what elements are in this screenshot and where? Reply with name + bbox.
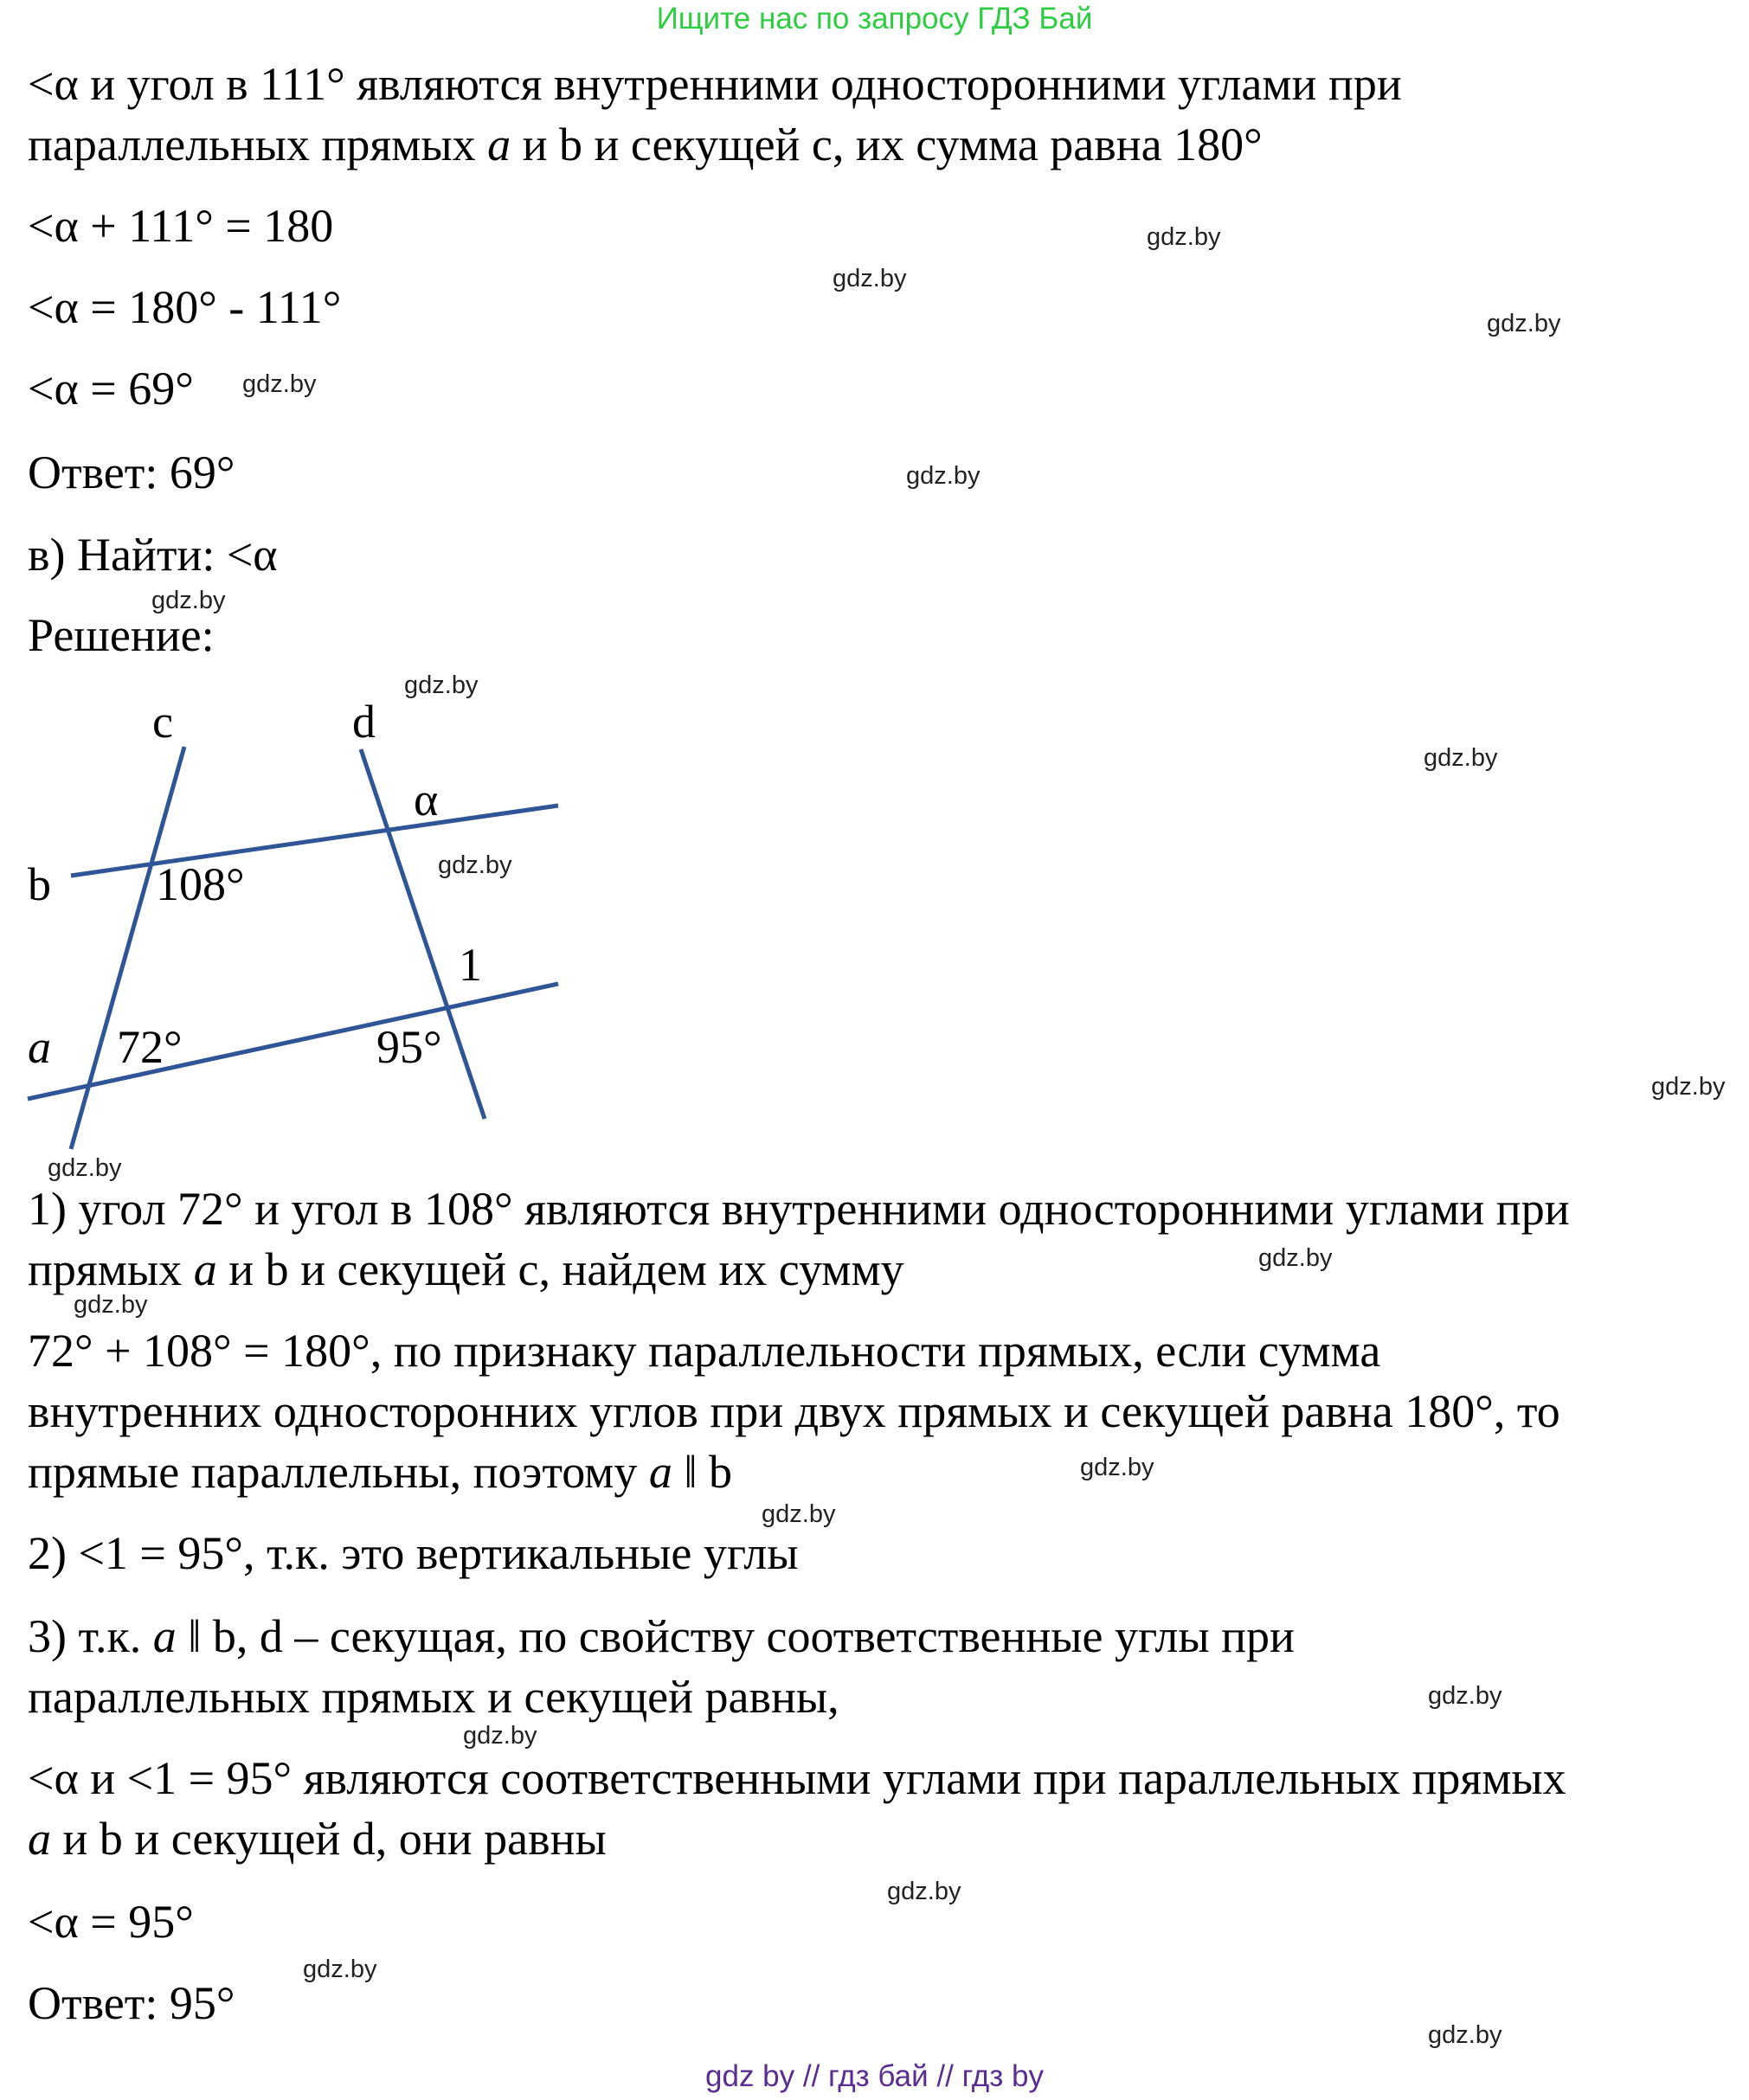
task-heading: в) Найти: <α <box>28 529 278 581</box>
line-a-italic: a <box>193 1243 217 1295</box>
label-a: a <box>28 1021 51 1073</box>
watermark: gdz.by <box>906 462 981 490</box>
watermark: gdz.by <box>1080 1454 1154 1481</box>
watermark: gdz.by <box>404 671 479 699</box>
label-c: c <box>152 696 173 748</box>
text-line-2 <box>28 118 1263 171</box>
watermark: gdz.by <box>887 1878 961 1905</box>
step-3-line-1 <box>28 1609 1295 1663</box>
watermark: gdz.by <box>303 1956 377 1983</box>
watermark: gdz.by <box>74 1291 148 1319</box>
step-1-line-4: внутренних односторонних углов при двух прямых и секущей равна 180°, то <box>28 1385 1560 1437</box>
label-angle-1: 1 <box>459 939 482 991</box>
watermark: gdz.by <box>1428 2021 1502 2049</box>
watermark: gdz.by <box>438 851 512 879</box>
line-a <box>28 984 558 1099</box>
text-span: и b и секущей c, найдем их сумму <box>216 1243 904 1295</box>
equation-final: <α = 95° <box>28 1896 194 1948</box>
answer-1: Ответ: 69° <box>28 446 235 498</box>
geometry-diagram <box>0 684 606 1151</box>
solution-heading: Решение: <box>28 609 215 661</box>
search-hint-banner: Ищите нас по запросу ГДЗ Бай <box>656 2 1093 35</box>
watermark: gdz.by <box>242 370 317 398</box>
watermark: gdz.by <box>833 265 907 292</box>
watermark: gdz.by <box>1487 310 1561 337</box>
text-line-1: <α и угол в 111° являются внутренними односторонними углами при <box>28 58 1402 110</box>
step-3-line-3: <α и <1 = 95° являются соответственными углами при параллельных прямых <box>28 1752 1566 1804</box>
label-alpha: α <box>414 774 439 825</box>
angle-72-label: 72° <box>117 1021 183 1073</box>
footer-links: gdz by // гдз бай // гдз by <box>705 2059 1044 2093</box>
equation-3: <α = 69° <box>28 363 194 414</box>
text-span: и b и секущей d, они равны <box>51 1813 607 1865</box>
step-1-line-3: 72° + 108° = 180°, по признаку параллельности прямых, если сумма <box>28 1325 1381 1377</box>
angle-108-label: 108° <box>156 858 245 910</box>
watermark: gdz.by <box>463 1722 537 1750</box>
step-1-line-1: 1) угол 72° и угол в 108° являются внутренними односторонними углами при <box>28 1183 1570 1235</box>
text-span: параллельных прямых <box>28 119 488 170</box>
text-span: прямых <box>28 1243 194 1295</box>
step-1-line-2 <box>28 1243 904 1296</box>
watermark: gdz.by <box>1651 1073 1726 1101</box>
text-span: 3) т.к. <box>28 1610 153 1662</box>
watermark: gdz.by <box>1147 223 1221 251</box>
line-a-italic: a <box>648 1446 672 1498</box>
line-a-italic: a <box>28 1813 51 1865</box>
equation-2: <α = 180° - 111° <box>28 281 342 333</box>
label-b: b <box>28 858 51 910</box>
step-3-line-4 <box>28 1812 607 1866</box>
text-span: ‖ b <box>672 1446 733 1498</box>
watermark: gdz.by <box>762 1500 836 1528</box>
watermark: gdz.by <box>151 587 226 614</box>
watermark: gdz.by <box>1428 1682 1502 1710</box>
label-d: d <box>352 696 376 748</box>
step-2: 2) <1 = 95°, т.к. это вертикальные углы <box>28 1527 799 1579</box>
step-3-line-2: параллельных прямых и секущей равны, <box>28 1671 839 1723</box>
line-c <box>71 747 184 1149</box>
line-a-italic: a <box>487 119 511 170</box>
watermark: gdz.by <box>48 1154 122 1182</box>
equation-1: <α + 111° = 180 <box>28 200 334 252</box>
watermark: gdz.by <box>1258 1244 1333 1272</box>
step-1-line-5 <box>28 1445 732 1499</box>
angle-95-label: 95° <box>376 1021 442 1073</box>
line-a-italic: a <box>152 1610 177 1662</box>
text-span: прямые параллельны, поэтому <box>28 1446 649 1498</box>
watermark: gdz.by <box>1424 744 1498 772</box>
answer-2: Ответ: 95° <box>28 1977 235 2029</box>
text-span: и b и секущей c, их сумма равна 180° <box>511 119 1263 170</box>
text-span: ‖ b, d – секущая, по свойству соответственные углы при <box>176 1610 1295 1662</box>
